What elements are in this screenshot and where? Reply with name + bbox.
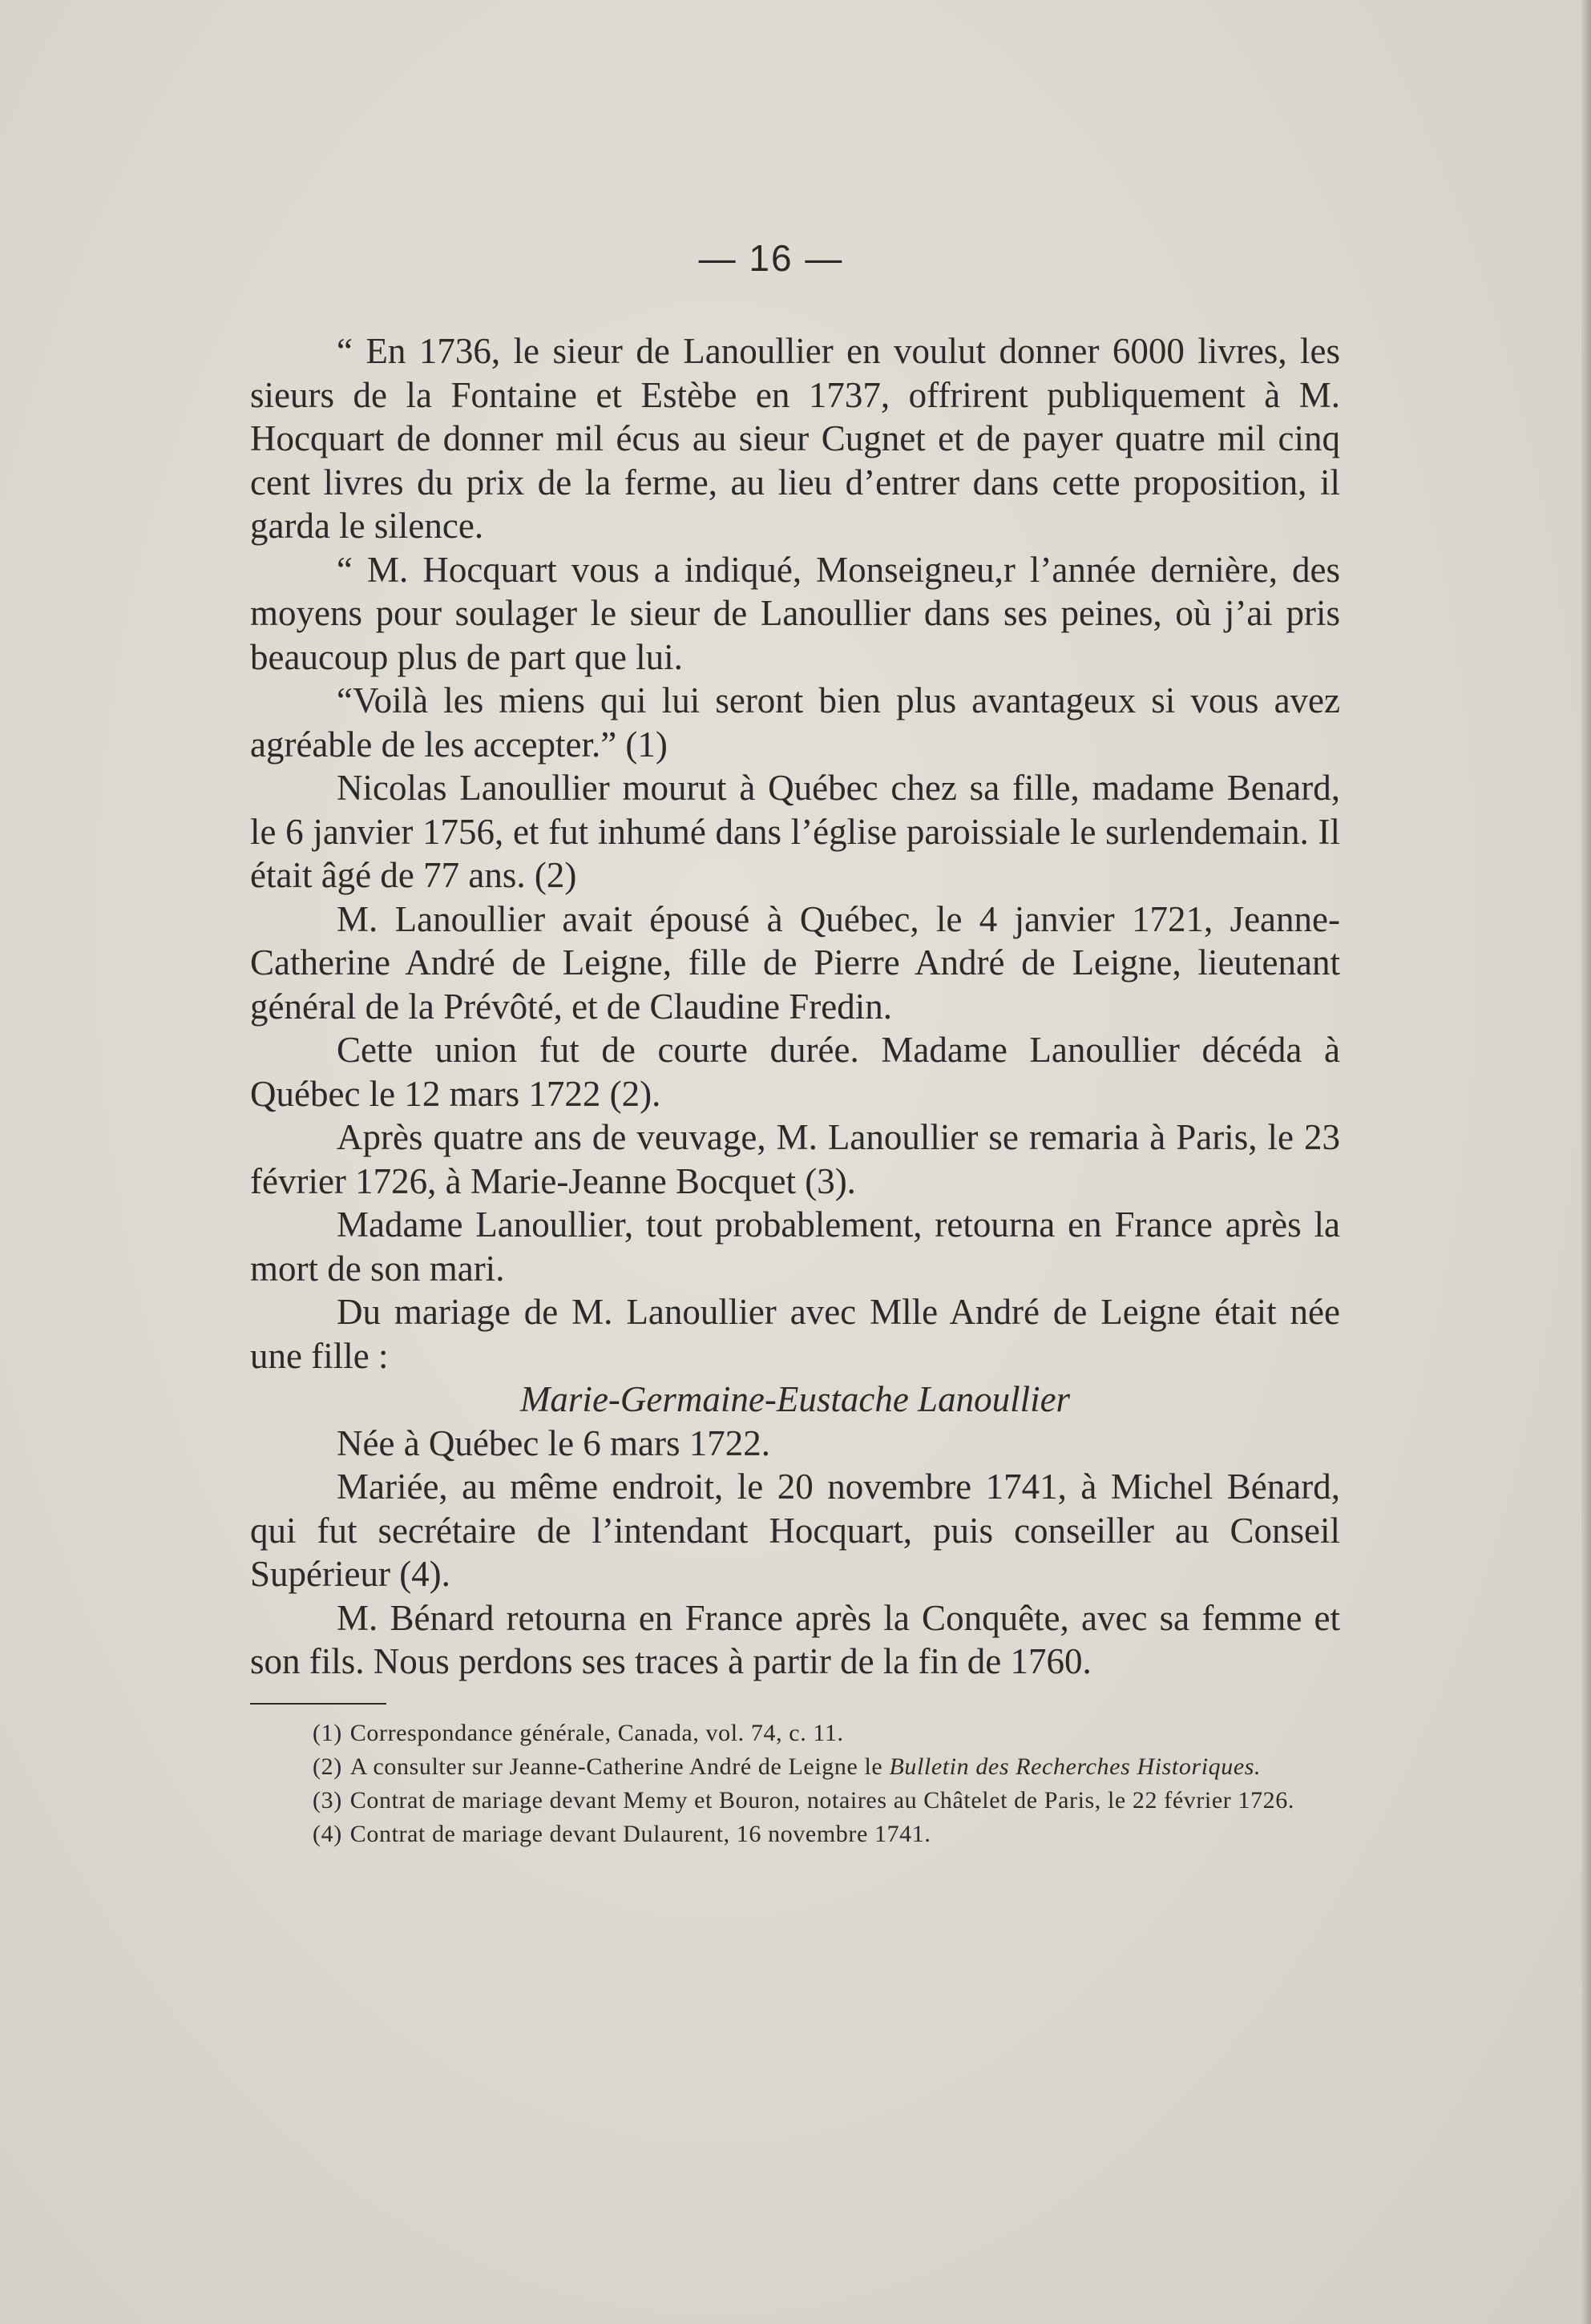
footnote-text: A consulter sur Jeanne-Catherine André de Leigne le (349, 1753, 883, 1780)
paragraph: M. Bénard retourna en France après la Conquête, avec sa femme et son fils. Nous perdons ses traces à partir de la fin de 1760. (250, 1597, 1340, 1681)
footnote-text: Contrat de mariage devant Memy et Bouron, notaires au Châtelet de Paris, le 22 février 1726. (349, 1786, 1294, 1814)
footnote (250, 1820, 1340, 1849)
section-name-heading: Marie-Germaine-Eustache Lanoullier (519, 1379, 1071, 1419)
text-block (250, 236, 1340, 1854)
paragraph: “Voilà les miens qui lui seront bien plus avantageux si vous avez agréable de les accepter.” (1) (250, 680, 1340, 765)
footnote-marker: (2) (313, 1753, 342, 1780)
paragraph: Après quatre ans de veuvage, M. Lanoullier se remaria à Paris, le 23 février 1726, à Marie-Jeanne Bocquet (3). (250, 1117, 1340, 1201)
paragraph: “ M. Hocquart vous a indiqué, Monseigneu,r l’année dernière, des moyens pour soulager le sieur de Lanoullier dans ses peines, où j’ai pris beaucoup plus de part que lui. (250, 549, 1340, 677)
paragraph: Mariée, au même endroit, le 20 novembre 1741, à Michel Bénard, qui fut secrétaire de l’intendant Hocquart, puis conseiller au Conseil Supérieur (4). (250, 1467, 1340, 1594)
paragraph: Madame Lanoullier, tout probablement, retourna en France après la mort de son mari. (250, 1204, 1340, 1289)
paragraph: Cette union fut de courte durée. Madame Lanoullier décéda à Québec le 12 mars 1722 (2). (250, 1030, 1340, 1114)
paragraph: Nicolas Lanoullier mourut à Québec chez sa fille, madame Benard, le 6 janvier 1756, et fut inhumé dans l’église paroissiale le surlendemain. Il était âgé de 77 ans. (2) (250, 768, 1340, 895)
paragraph: M. Lanoullier avait épousé à Québec, le 4 janvier 1721, Jeanne-Catherine André de Leigne, fille de Pierre André de Leigne, lieutenant général de la Prévôté, et de Claudine Fredin. (250, 898, 1340, 1027)
footnote-text: Correspondance générale, Canada, vol. 74, c. 11. (349, 1719, 844, 1746)
footnote-divider (250, 1703, 386, 1705)
paragraph: Du mariage de M. Lanoullier avec Mlle André de Leigne était née une fille : (250, 1292, 1340, 1376)
footnote-italic-title: Bulletin des Recherches Historiques. (889, 1753, 1262, 1780)
footnote-marker: (3) (313, 1786, 342, 1814)
page-number: — 16 — (698, 237, 844, 279)
footnote-text: Contrat de mariage devant Dulaurent, 16 novembre 1741. (349, 1820, 931, 1847)
footnote-marker: (4) (313, 1820, 342, 1847)
paragraph: Née à Québec le 6 mars 1722. (337, 1422, 771, 1463)
footnote (250, 1786, 1340, 1815)
footnote (250, 1753, 1340, 1781)
page-edge (1581, 0, 1591, 2324)
footnote (250, 1719, 1340, 1748)
paragraph: “ En 1736, le sieur de Lanoullier en voulut donner 6000 livres, les sieurs de la Fontaine et Estèbe en 1737, offrirent publiquement à M. Hocquart de donner mil écus au sieur Cugnet et de payer quatre mil cinq cent livres du prix de la ferme, au lieu d’entrer dans cette proposition, il garda le silence. (250, 331, 1340, 546)
footnote-marker: (1) (313, 1719, 342, 1746)
